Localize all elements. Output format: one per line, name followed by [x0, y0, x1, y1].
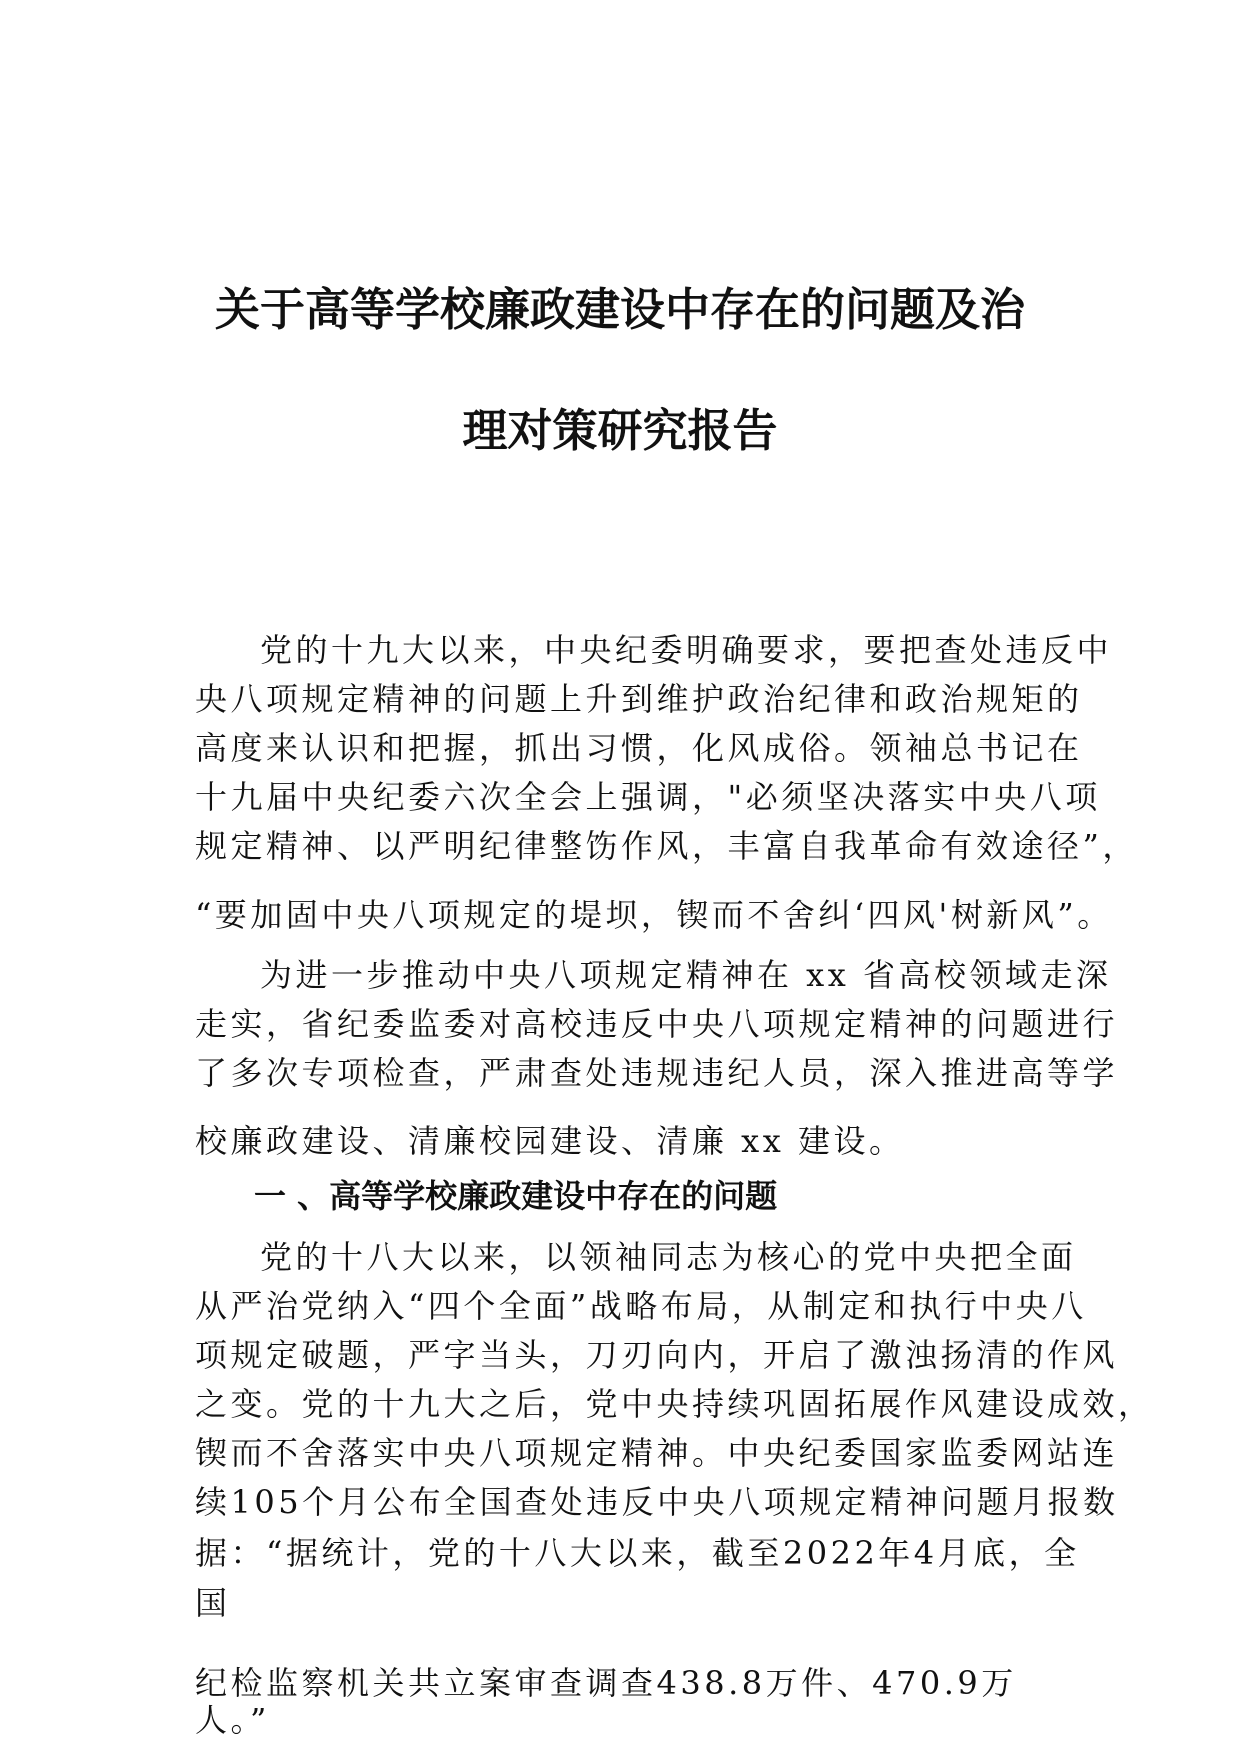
paragraph-3-line-6: 续105个月公布全国查处违反中央八项规定精神问题月报数	[195, 1483, 1119, 1521]
paragraph-2-line-3: 了多次专项检查，严肃查处违规违纪人员，深入推进高等学	[195, 1054, 1119, 1092]
paragraph-3-line-3: 项规定破题，严字当头，刀刃向内，开启了激浊扬清的作风	[195, 1336, 1119, 1374]
paragraph-3-line-9: 纪检监察机关共立案审查调查438.8万件、470.9万	[195, 1664, 1017, 1702]
paragraph-1-line-1: 党的十九大以来，中央纪委明确要求，要把查处违反中	[260, 631, 1113, 669]
paragraph-3-line-8: 国	[195, 1584, 231, 1622]
paragraph-1-line-2: 央八项规定精神的问题上升到维护政治纪律和政治规矩的	[195, 680, 1083, 718]
paragraph-2-line-4: 校廉政建设、清廉校园建设、清廉 xx 建设。	[195, 1122, 905, 1160]
paragraph-3-line-5: 锲而不舍落实中央八项规定精神。中央纪委国家监委网站连	[195, 1434, 1119, 1472]
paragraph-1-line-5: 规定精神、以严明纪律整饬作风，丰富自我革命有效途径”，	[195, 827, 1138, 865]
document-title-line-1: 关于高等学校廉政建设中存在的问题及治	[214, 283, 1025, 336]
paragraph-3-line-4: 之变。党的十九大之后，党中央持续巩固拓展作风建设成效，	[195, 1385, 1154, 1423]
paragraph-2-line-2: 走实，省纪委监委对高校违反中央八项规定精神的问题进行	[195, 1005, 1119, 1043]
paragraph-1-line-3: 高度来认识和把握，抓出习惯，化风成俗。领袖总书记在	[195, 729, 1083, 767]
paragraph-3-line-2: 从严治党纳入“四个全面”战略布局，从制定和执行中央八	[195, 1287, 1087, 1325]
paragraph-3-line-7: 据：“据统计，党的十八大以来，截至2022年4月底，全	[195, 1534, 1080, 1572]
paragraph-3-line-10: 人。”	[195, 1701, 270, 1739]
section-heading-1: 一 、高等学校廉政建设中存在的问题	[254, 1177, 778, 1215]
paragraph-1-line-6: “要加固中央八项规定的堤坝，锲而不舍纠‘四风'树新风”。	[195, 896, 1113, 934]
paragraph-3-line-1: 党的十八大以来，以领袖同志为核心的党中央把全面	[260, 1238, 1077, 1276]
paragraph-1-line-4: 十九届中央纪委六次全会上强调，"必须坚决落实中央八项	[195, 778, 1101, 816]
document-title-line-2: 理对策研究报告	[462, 404, 778, 457]
paragraph-2-line-1: 为进一步推动中央八项规定精神在 xx 省高校领域走深	[260, 956, 1112, 994]
